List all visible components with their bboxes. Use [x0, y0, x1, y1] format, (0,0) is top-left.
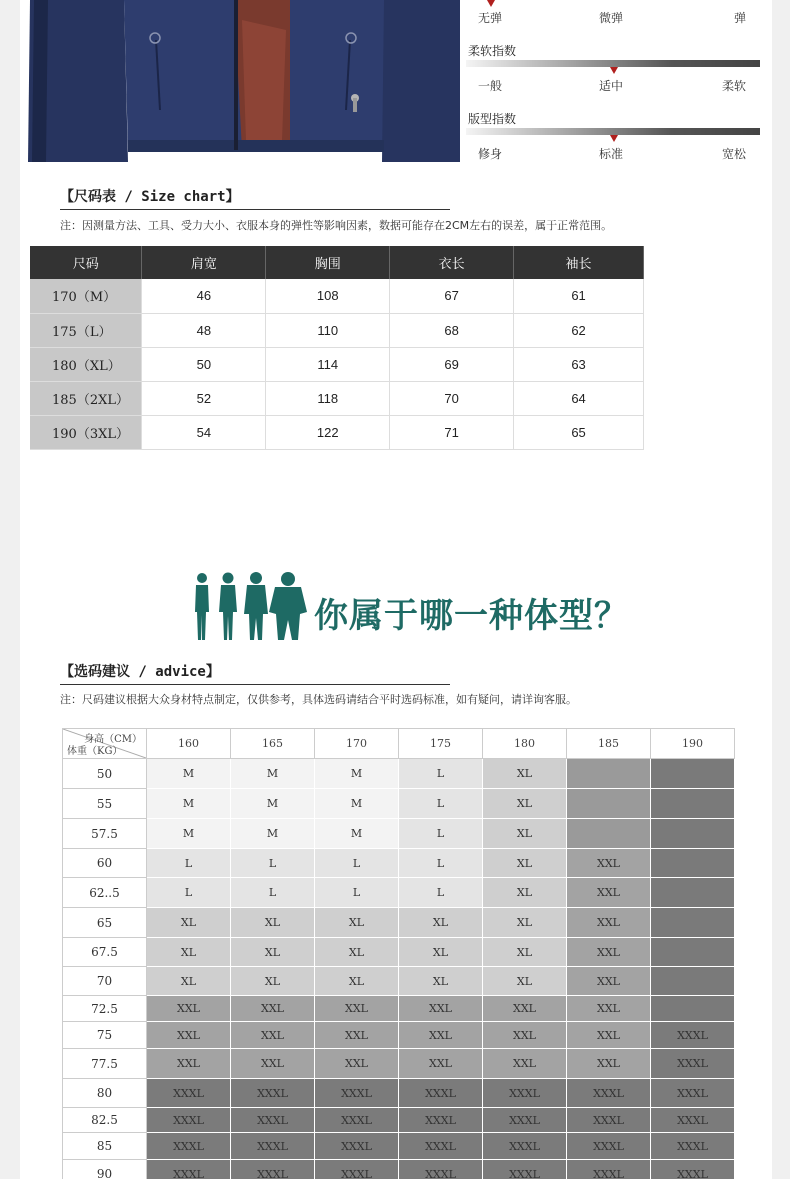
advice-size-cell: XL: [231, 967, 315, 996]
advice-size-cell: [567, 819, 651, 849]
advice-size-cell: M: [315, 819, 399, 849]
jacket-photo: [28, 0, 460, 162]
advice-size-cell: XXL: [231, 996, 315, 1022]
weight-cell: 50: [63, 759, 147, 789]
advice-size-cell: [567, 759, 651, 789]
advice-size-cell: L: [147, 878, 231, 908]
advice-row: [63, 938, 735, 967]
advice-size-cell: XXXL: [567, 1133, 651, 1160]
size-label-cell: 185（2XL）: [30, 381, 142, 415]
advice-size-cell: [651, 938, 735, 967]
advice-corner-cell: [63, 729, 147, 759]
advice-size-cell: L: [399, 759, 483, 789]
advice-size-cell: XXXL: [147, 1108, 231, 1133]
body-type-banner: [190, 570, 630, 645]
advice-size-cell: XXL: [567, 878, 651, 908]
stretch-label-mid: 微弹: [599, 11, 624, 25]
advice-row: [63, 1108, 735, 1133]
advice-row: [63, 1160, 735, 1179]
advice-size-cell: XXXL: [567, 1160, 651, 1179]
advice-size-cell: XL: [147, 967, 231, 996]
advice-size-cell: XL: [483, 819, 567, 849]
corner-height-label: 身高（CM）: [84, 734, 142, 745]
advice-size-cell: XXL: [399, 996, 483, 1022]
advice-size-cell: XXXL: [567, 1079, 651, 1108]
softness-label-mid: 适中: [599, 79, 624, 93]
fabric-index-panel: [466, 0, 766, 170]
advice-size-cell: M: [231, 789, 315, 819]
size-value-cell: 54: [142, 415, 266, 449]
chest-col-header: 胸围: [266, 246, 390, 279]
advice-size-cell: XXXL: [231, 1079, 315, 1108]
body-type-figures-icon: [190, 570, 310, 645]
stretch-label-low: 无弹: [478, 11, 503, 25]
advice-size-cell: XXXL: [147, 1133, 231, 1160]
advice-heading: 【选码建议 / advice】: [60, 661, 450, 685]
advice-size-cell: M: [147, 819, 231, 849]
size-chart-note: 注：因测量方法、工具、受力大小、衣服本身的弹性等影响因素，数据可能存在2CM左右的误差，属于正常范围。: [60, 219, 613, 232]
advice-size-cell: M: [315, 759, 399, 789]
shoulder-col-header: 肩宽: [142, 246, 266, 279]
advice-size-cell: XXL: [147, 1049, 231, 1079]
advice-size-cell: L: [231, 878, 315, 908]
weight-cell: 67.5: [63, 938, 147, 967]
size-value-cell: 64: [514, 381, 644, 415]
height-header-cell: 175: [399, 729, 483, 759]
advice-size-cell: XL: [399, 938, 483, 967]
advice-size-cell: XL: [483, 967, 567, 996]
size-chart-heading: 【尺码表 / Size chart】: [60, 186, 450, 210]
advice-size-cell: XXL: [483, 996, 567, 1022]
advice-size-cell: XXXL: [483, 1079, 567, 1108]
fit-label-low: 修身: [478, 147, 503, 161]
weight-cell: 75: [63, 1022, 147, 1049]
advice-size-cell: XXL: [231, 1022, 315, 1049]
advice-size-cell: XXXL: [399, 1079, 483, 1108]
advice-size-cell: M: [231, 819, 315, 849]
advice-size-cell: [651, 819, 735, 849]
advice-size-cell: XXL: [315, 996, 399, 1022]
size-value-cell: 108: [266, 279, 390, 313]
advice-size-cell: [651, 967, 735, 996]
advice-size-cell: L: [399, 819, 483, 849]
jacket-illustration: [28, 0, 460, 162]
height-header-cell: 170: [315, 729, 399, 759]
fit-bar: [466, 128, 760, 135]
advice-row: [63, 759, 735, 789]
advice-size-cell: XXL: [567, 849, 651, 878]
size-value-cell: 70: [390, 381, 514, 415]
advice-size-cell: XXXL: [231, 1160, 315, 1179]
size-value-cell: 63: [514, 347, 644, 381]
height-header-cell: 160: [147, 729, 231, 759]
size-chart-row: [30, 279, 644, 313]
advice-size-cell: L: [399, 878, 483, 908]
advice-size-cell: XL: [399, 908, 483, 938]
advice-size-cell: M: [147, 759, 231, 789]
softness-label-low: 一般: [478, 79, 503, 93]
fit-marker: [610, 135, 618, 142]
advice-size-cell: L: [399, 789, 483, 819]
advice-size-cell: [651, 996, 735, 1022]
advice-size-cell: XXL: [399, 1049, 483, 1079]
weight-cell: 77.5: [63, 1049, 147, 1079]
stretch-marker: [487, 0, 495, 7]
size-label-cell: 175（L）: [30, 313, 142, 347]
advice-size-cell: XXXL: [651, 1108, 735, 1133]
advice-size-cell: XXXL: [315, 1108, 399, 1133]
advice-size-cell: XXL: [567, 1049, 651, 1079]
advice-size-cell: XXXL: [315, 1160, 399, 1179]
advice-size-cell: [651, 789, 735, 819]
advice-size-cell: XXXL: [315, 1079, 399, 1108]
advice-size-cell: XL: [483, 878, 567, 908]
size-value-cell: 110: [266, 313, 390, 347]
fit-label-high: 宽松: [721, 147, 746, 161]
advice-size-cell: XXL: [399, 1022, 483, 1049]
corner-weight-label: 体重（KG）: [67, 746, 123, 757]
advice-size-cell: XL: [315, 938, 399, 967]
weight-cell: 57.5: [63, 819, 147, 849]
size-value-cell: 114: [266, 347, 390, 381]
advice-row: [63, 1049, 735, 1079]
advice-size-cell: XL: [231, 908, 315, 938]
size-value-cell: 62: [514, 313, 644, 347]
size-value-cell: 61: [514, 279, 644, 313]
advice-size-cell: XXXL: [147, 1160, 231, 1179]
size-chart-row: [30, 415, 644, 449]
advice-row: [63, 878, 735, 908]
advice-row: [63, 1022, 735, 1049]
advice-note: 注：尺码建议根据大众身材特点制定，仅供参考，具体选码请结合平时选码标准，如有疑问，请详询客服。: [60, 693, 577, 706]
height-header-cell: 180: [483, 729, 567, 759]
advice-header-row: [63, 729, 735, 759]
advice-size-cell: XXL: [567, 967, 651, 996]
sleeve-col-header: 袖长: [514, 246, 644, 279]
advice-size-cell: XXL: [483, 1022, 567, 1049]
stretch-label-high: 弹: [733, 11, 746, 25]
weight-cell: 85: [63, 1133, 147, 1160]
size-value-cell: 68: [390, 313, 514, 347]
advice-size-cell: XXL: [315, 1049, 399, 1079]
advice-size-cell: XXXL: [483, 1160, 567, 1179]
size-chart-row: [30, 381, 644, 415]
advice-size-cell: XL: [399, 967, 483, 996]
advice-size-cell: XL: [483, 759, 567, 789]
advice-size-cell: XXL: [147, 996, 231, 1022]
weight-cell: 70: [63, 967, 147, 996]
weight-cell: 60: [63, 849, 147, 878]
weight-cell: 65: [63, 908, 147, 938]
advice-size-cell: XL: [483, 789, 567, 819]
advice-size-cell: XL: [483, 908, 567, 938]
size-value-cell: 65: [514, 415, 644, 449]
size-chart-row: [30, 347, 644, 381]
weight-cell: 80: [63, 1079, 147, 1108]
advice-row: [63, 967, 735, 996]
advice-size-cell: XL: [315, 967, 399, 996]
height-header-cell: 165: [231, 729, 315, 759]
size-value-cell: 50: [142, 347, 266, 381]
weight-cell: 82.5: [63, 1108, 147, 1133]
advice-size-cell: XXXL: [651, 1133, 735, 1160]
body-type-banner-text: 你属于哪一种体型？: [314, 596, 629, 636]
advice-size-cell: XXXL: [567, 1108, 651, 1133]
advice-size-cell: M: [315, 789, 399, 819]
advice-size-cell: XL: [315, 908, 399, 938]
length-col-header: 衣长: [390, 246, 514, 279]
advice-size-cell: XXXL: [399, 1133, 483, 1160]
size-value-cell: 118: [266, 381, 390, 415]
advice-size-cell: [567, 789, 651, 819]
advice-size-cell: L: [315, 849, 399, 878]
advice-size-cell: XXXL: [651, 1160, 735, 1179]
size-col-header: 尺码: [30, 246, 142, 279]
advice-size-cell: XXL: [231, 1049, 315, 1079]
advice-size-cell: L: [399, 849, 483, 878]
advice-row: [63, 996, 735, 1022]
size-value-cell: 52: [142, 381, 266, 415]
advice-size-cell: XL: [147, 938, 231, 967]
advice-size-cell: XL: [231, 938, 315, 967]
weight-cell: 55: [63, 789, 147, 819]
advice-size-cell: XXXL: [399, 1108, 483, 1133]
size-value-cell: 71: [390, 415, 514, 449]
advice-size-cell: [651, 878, 735, 908]
softness-bar: [466, 60, 760, 67]
size-label-cell: 170（M）: [30, 279, 142, 313]
weight-cell: 90: [63, 1160, 147, 1179]
advice-size-cell: XXXL: [483, 1108, 567, 1133]
size-chart-header-row: [30, 246, 644, 279]
advice-size-cell: [651, 759, 735, 789]
advice-size-cell: XXL: [315, 1022, 399, 1049]
weight-cell: 62..5: [63, 878, 147, 908]
advice-row: [63, 789, 735, 819]
size-chart-table: [30, 246, 644, 450]
advice-row: [63, 849, 735, 878]
advice-row: [63, 1133, 735, 1160]
advice-size-cell: XXXL: [651, 1049, 735, 1079]
advice-size-cell: XXL: [567, 996, 651, 1022]
advice-size-cell: L: [231, 849, 315, 878]
advice-size-cell: XL: [147, 908, 231, 938]
advice-size-cell: XXXL: [399, 1160, 483, 1179]
height-header-cell: 190: [651, 729, 735, 759]
advice-size-cell: M: [147, 789, 231, 819]
advice-size-cell: XXL: [567, 908, 651, 938]
size-chart-row: [30, 313, 644, 347]
advice-size-cell: L: [147, 849, 231, 878]
softness-title: 柔软指数: [468, 44, 517, 58]
advice-size-cell: [651, 908, 735, 938]
weight-cell: 72.5: [63, 996, 147, 1022]
advice-row: [63, 1079, 735, 1108]
advice-size-cell: XXXL: [315, 1133, 399, 1160]
size-label-cell: 190（3XL）: [30, 415, 142, 449]
size-value-cell: 122: [266, 415, 390, 449]
advice-size-cell: XXL: [483, 1049, 567, 1079]
size-value-cell: 46: [142, 279, 266, 313]
advice-size-cell: [651, 849, 735, 878]
size-advice-table: [62, 728, 735, 1179]
softness-label-high: 柔软: [721, 79, 746, 93]
advice-row: [63, 819, 735, 849]
advice-size-cell: XXL: [567, 938, 651, 967]
advice-size-cell: XXXL: [651, 1079, 735, 1108]
advice-size-cell: XXXL: [483, 1133, 567, 1160]
advice-size-cell: M: [231, 759, 315, 789]
size-value-cell: 48: [142, 313, 266, 347]
softness-marker: [610, 67, 618, 74]
advice-size-cell: L: [315, 878, 399, 908]
advice-size-cell: XXXL: [231, 1133, 315, 1160]
size-label-cell: 180（XL）: [30, 347, 142, 381]
advice-row: [63, 908, 735, 938]
product-detail-page: [20, 0, 772, 1179]
size-value-cell: 69: [390, 347, 514, 381]
advice-size-cell: XXL: [567, 1022, 651, 1049]
fit-title: 版型指数: [468, 112, 517, 126]
height-header-cell: 185: [567, 729, 651, 759]
advice-size-cell: XL: [483, 938, 567, 967]
size-value-cell: 67: [390, 279, 514, 313]
advice-size-cell: XXL: [147, 1022, 231, 1049]
advice-size-cell: XXXL: [147, 1079, 231, 1108]
advice-size-cell: XXXL: [651, 1022, 735, 1049]
fit-label-mid: 标准: [599, 147, 624, 161]
advice-size-cell: XXXL: [231, 1108, 315, 1133]
advice-size-cell: XL: [483, 849, 567, 878]
